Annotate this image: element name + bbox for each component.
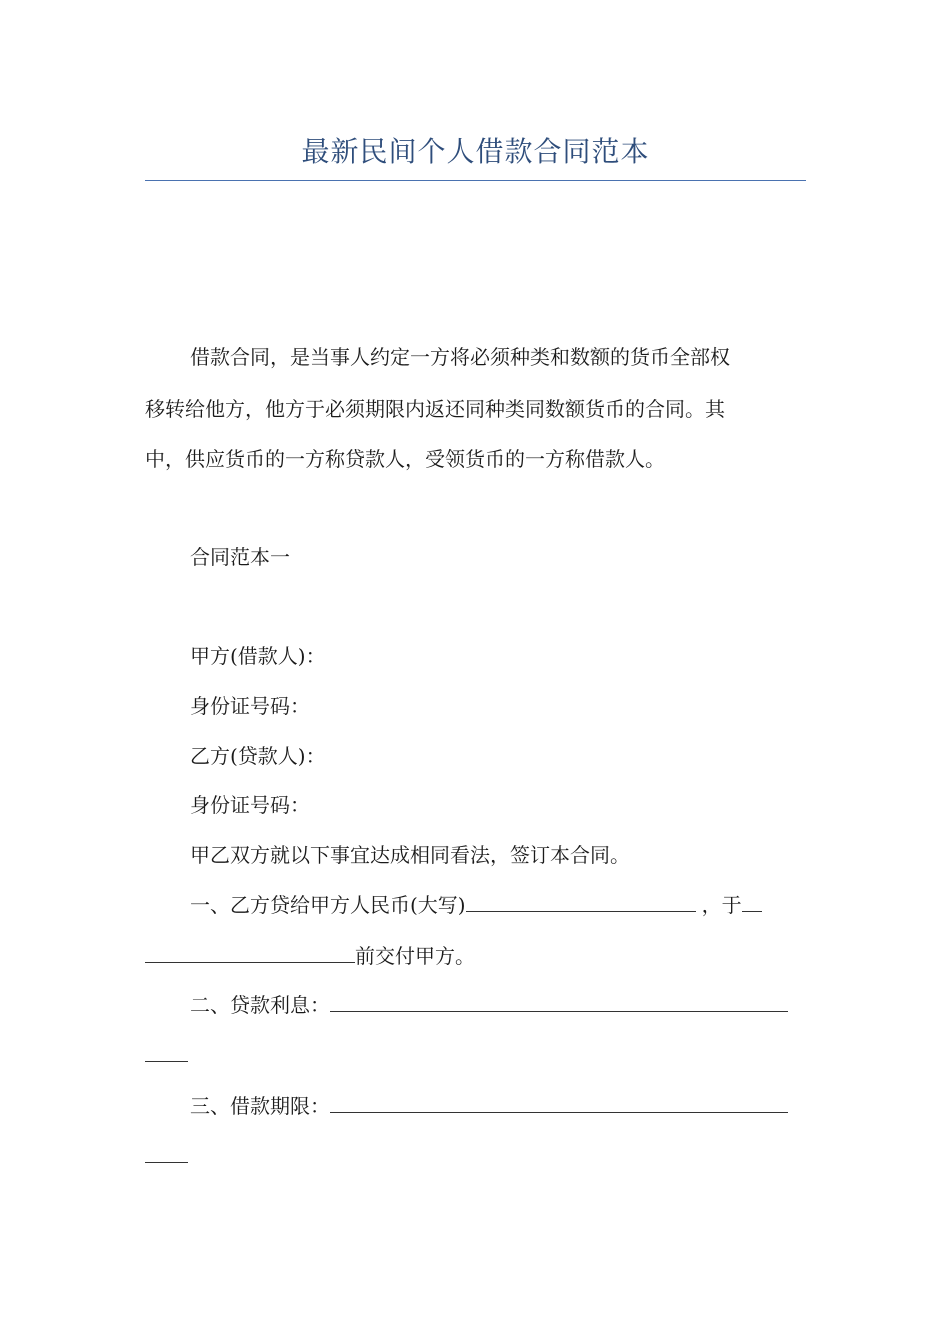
- party-a-field: 甲方(借款人)：: [190, 644, 326, 668]
- term-blank-continued[interactable]: [145, 1142, 188, 1163]
- clause-1-prefix: 一、乙方贷给甲方人民币(大写): [190, 893, 466, 917]
- term-blank[interactable]: [330, 1092, 788, 1113]
- interest-blank[interactable]: [330, 991, 788, 1012]
- amount-blank[interactable]: [466, 891, 696, 912]
- clause-3-label: 三、借款期限：: [190, 1094, 330, 1118]
- clause-3-line: [190, 1092, 806, 1120]
- date-blank[interactable]: [145, 942, 355, 963]
- title-underline: [145, 180, 806, 181]
- document-title: 最新民间个人借款合同范本: [301, 135, 650, 168]
- clause-1-middle: ，于: [701, 893, 742, 917]
- clause-3-line-2: [145, 1142, 806, 1170]
- agreement-statement: 甲乙双方就以下事宜达成相同看法，签订本合同。: [190, 843, 630, 867]
- party-b-id-field: 身份证号码：: [190, 793, 310, 817]
- clause-1-suffix: 前交付甲方。: [355, 944, 475, 968]
- party-a-id-field: 身份证号码：: [190, 694, 310, 718]
- clause-2-label: 二、贷款利息：: [190, 993, 330, 1017]
- section-heading: 合同范本一: [190, 545, 290, 569]
- clause-2-line-2: [145, 1041, 806, 1069]
- interest-blank-continued[interactable]: [145, 1041, 188, 1062]
- party-b-field: 乙方(贷款人)：: [190, 744, 326, 768]
- clause-1-line: [190, 891, 806, 919]
- date-blank-start[interactable]: [742, 891, 762, 912]
- intro-line-2: 移转给他方，他方于必须期限内返还同种类同数额货币的合同。其: [145, 397, 725, 421]
- clause-1-line-2: [145, 942, 806, 970]
- clause-2-line: [190, 991, 806, 1019]
- intro-line-1: 借款合同，是当事人约定一方将必须种类和数额的货币全部权: [190, 345, 730, 369]
- intro-line-3: 中，供应货币的一方称贷款人，受领货币的一方称借款人。: [145, 447, 665, 471]
